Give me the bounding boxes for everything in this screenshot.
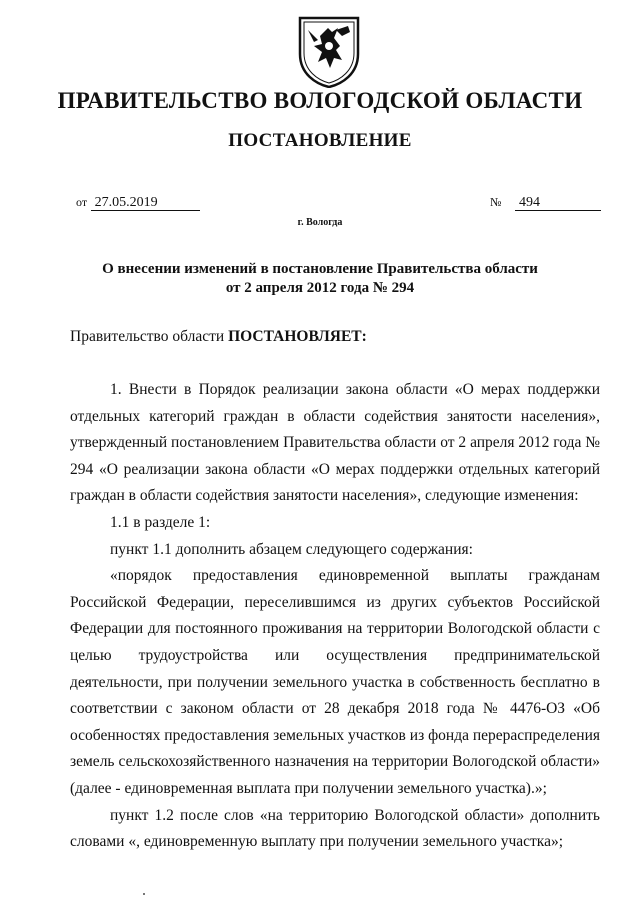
subject-line-2: от 2 апреля 2012 года № 294 xyxy=(225,280,415,296)
paragraph-quote: «порядок предоставления единовременной выплаты гражданам Российской Федерации, переселившимся из других субъектов Российской Федерации для постоянного проживания на территории Вологодской области с целью трудоустройства или осуществления предпринимательской деятельности, при получении земельного участка в собственность бесплатно в соответствии с законом области от 28 декабря 2018 года № 4476-ОЗ «Об особенностях предоставления земельных участков из фонда перераспределения земель сельскохозяйственного назначения на территории Вологодской области» (далее - единовременная выплата при получении земельного участка).»; xyxy=(70,567,600,797)
paragraph-clause-1-1: пункт 1.1 дополнить абзацем следующего содержания: xyxy=(110,540,473,558)
resolves-lead: Правительство области xyxy=(70,328,229,345)
date-field xyxy=(76,195,200,211)
number-field xyxy=(490,195,601,211)
resolves-line xyxy=(70,328,367,346)
document-subject xyxy=(60,260,580,298)
document-number: 494 xyxy=(515,195,601,211)
paragraph-1: 1. Внести в Порядок реализации закона области «О мерах поддержки отдельных категорий граждан в области содействия занятости населения», утвержденный постановлением Правительства области от 2 апреля 2012 года № 294 «О реализации закона области «О мерах поддержки отдельных категорий граждан в области содействия занятости населения», следующие изменения: xyxy=(70,381,600,505)
document-date: 27.05.2019 xyxy=(91,195,200,211)
resolves-keyword: ПОСТАНОВЛЯЕТ: xyxy=(228,328,367,345)
date-prefix: от xyxy=(76,195,88,209)
document-body xyxy=(70,377,600,856)
government-title: ПРАВИТЕЛЬСТВО ВОЛОГОДСКОЙ ОБЛАСТИ xyxy=(57,88,583,113)
coat-of-arms-icon xyxy=(298,16,360,88)
city: г. Вологда xyxy=(297,217,343,228)
document-type: ПОСТАНОВЛЕНИЕ xyxy=(228,130,412,151)
number-prefix: № xyxy=(490,195,502,209)
subject-line-1: О внесении изменений в постановление Правительства области xyxy=(102,261,538,277)
scan-dot xyxy=(143,893,145,895)
paragraph-clause-1-2: пункт 1.2 после слов «на территорию Вологодской области» дополнить словами «, единовременную выплату при получении земельного участка»; xyxy=(70,806,600,851)
paragraph-1-1: 1.1 в разделе 1: xyxy=(110,513,211,531)
